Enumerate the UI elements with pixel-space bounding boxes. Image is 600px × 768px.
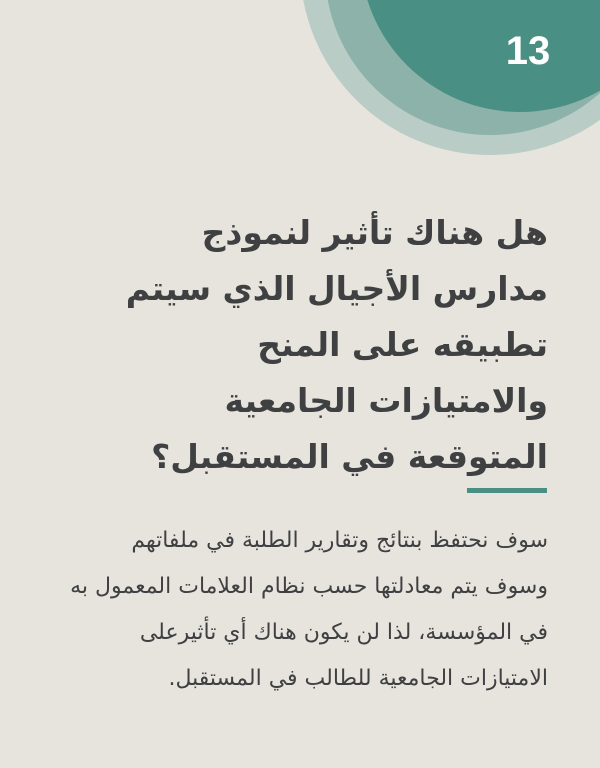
page-number: 13 (505, 29, 551, 73)
question-heading: هل هناك تأثير لنموذج مدارس الأجيال الذي سيتم تطبيقه على المنح والامتيازات الجامعية المتوقعة في المستقبل؟ (125, 213, 548, 476)
section-divider (467, 488, 547, 493)
answer-paragraph: سوف نحتفظ بنتائج وتقارير الطلبة في ملفاتهم وسوف يتم معادلتها حسب نظام العلامات المعمول به في المؤسسة، لذا لن يكون هناك أي تأثيرعلى الامتيازات الجامعية للطالب في المستقبل. (70, 528, 548, 691)
